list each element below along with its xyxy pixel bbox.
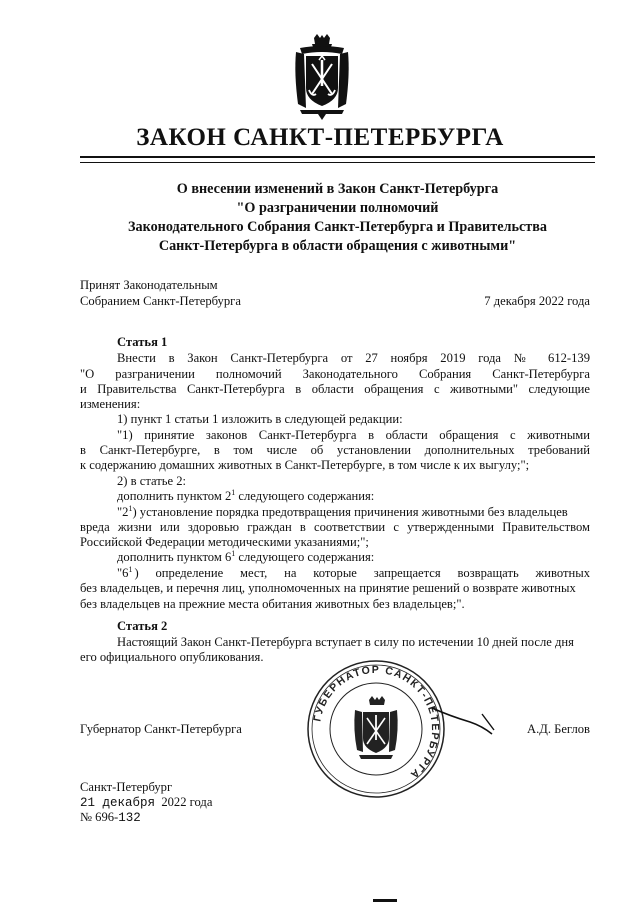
- heading-line: Законодательного Собрания Санкт-Петербурга и Правительства: [128, 219, 547, 235]
- item-1-title: 1) пункт 1 статьи 1 изложить в следующей редакции:: [117, 412, 403, 426]
- handwritten-signature-icon: [430, 700, 500, 740]
- item-2-title: 2) в статье 2:: [117, 474, 187, 488]
- heading-line: "О разграничении полномочий: [236, 200, 439, 216]
- heading-line: О внесении изменений в Закон Санкт-Петербурга: [176, 181, 499, 197]
- title-rule-thick: [80, 156, 595, 158]
- item-1-text-line: "1) принятие законов Санкт-Петербурга в области обращения с животными: [117, 428, 590, 442]
- superscript: 1: [128, 503, 133, 513]
- footer-city: Санкт-Петербург: [80, 780, 173, 794]
- point-6-1-line: без владельцев на прежние места обитания животных без владельцев;".: [80, 597, 465, 611]
- footer-number-suffix: 132: [118, 811, 141, 825]
- article-1-intro-line: изменения:: [80, 397, 141, 411]
- article-2-line: его официального опубликования.: [80, 650, 264, 664]
- add-point-6-1: [117, 550, 374, 566]
- point-2-1-lead: [117, 505, 568, 521]
- add-point-6-1-text: дополнить пунктом 6: [117, 550, 232, 564]
- adopted-line-1: Принят Законодательным: [80, 278, 218, 292]
- seal-text: ГУБЕРНАТОР САНКТ-ПЕТЕРБУРГА: [311, 663, 442, 782]
- footer-date-year: 2022 года: [161, 795, 213, 809]
- add-point-2-1-text: дополнить пунктом 2: [117, 489, 232, 503]
- article-1-title: Статья 1: [117, 335, 168, 349]
- superscript: 1: [231, 487, 236, 497]
- article-1-intro-line: Внести в Закон Санкт-Петербурга от 27 ноября 2019 года № 612-139: [117, 351, 590, 365]
- superscript: 1: [231, 548, 236, 558]
- footer-date-day-month: 21 декабря: [80, 796, 156, 810]
- article-1-intro-line: "О разграничении полномочий Законодательного Собрания Санкт-Петербурга: [80, 367, 590, 381]
- adopted-line-2: Собранием Санкт-Петербурга: [80, 294, 241, 308]
- signatory-position: Губернатор Санкт-Петербурга: [80, 722, 242, 736]
- adoption-date: 7 декабря 2022 года: [484, 294, 590, 308]
- point-2-1-text: ) установление порядка предотвращения причинения животными без владельцев: [132, 505, 568, 519]
- official-seal-icon: [305, 658, 447, 800]
- footer-number: [80, 810, 141, 827]
- point-6-1-text: ) определение мест, на которые запрещается возвращать животных: [134, 566, 590, 580]
- coat-of-arms-icon: [290, 34, 354, 120]
- point-6-1-lead: [117, 566, 590, 582]
- item-1-text-line: к содержанию домашних животных в Санкт-Петербурге, в том числе к их выгулу;";: [80, 458, 530, 472]
- point-6-1-number: "6: [117, 566, 129, 580]
- signatory-name: А.Д. Беглов: [526, 722, 590, 736]
- article-2-line: Настоящий Закон Санкт-Петербурга вступает в силу по истечении 10 дней после дня: [117, 635, 574, 649]
- title-rule-thin: [80, 162, 595, 163]
- article-2-title: Статья 2: [117, 619, 168, 633]
- point-2-1-line: Российской Федерации методическими указаниями;";: [80, 535, 369, 549]
- point-6-1-line: без владельцев, и перечня лиц, уполномоченных на принятие решений о возврате животных: [80, 581, 576, 595]
- point-6-1-lead-start: [117, 566, 132, 582]
- add-point-2-1-text: следующего содержания:: [235, 489, 375, 503]
- document-title: ЗАКОН САНКТ-ПЕТЕРБУРГА: [136, 124, 504, 151]
- superscript: 1: [128, 564, 133, 574]
- law-heading: [80, 180, 595, 256]
- heading-line: Санкт-Петербурга в области обращения с животными": [158, 238, 517, 254]
- article-1-intro-line: и Правительства Санкт-Петербурга в области обращения с животными" следующие: [80, 382, 590, 396]
- add-point-6-1-text: следующего содержания:: [235, 550, 375, 564]
- item-1-text-line: в Санкт-Петербурге, в том числе об установлении дополнительных требований: [80, 443, 590, 457]
- footer-number-prefix: № 696-: [80, 810, 119, 824]
- point-2-1-line: вреда жизни или здоровью граждан в соответствии с утвержденными Правительством: [80, 520, 590, 534]
- point-2-1-number: "2: [117, 505, 129, 519]
- add-point-2-1: [117, 489, 374, 505]
- bottom-mark: [373, 899, 397, 902]
